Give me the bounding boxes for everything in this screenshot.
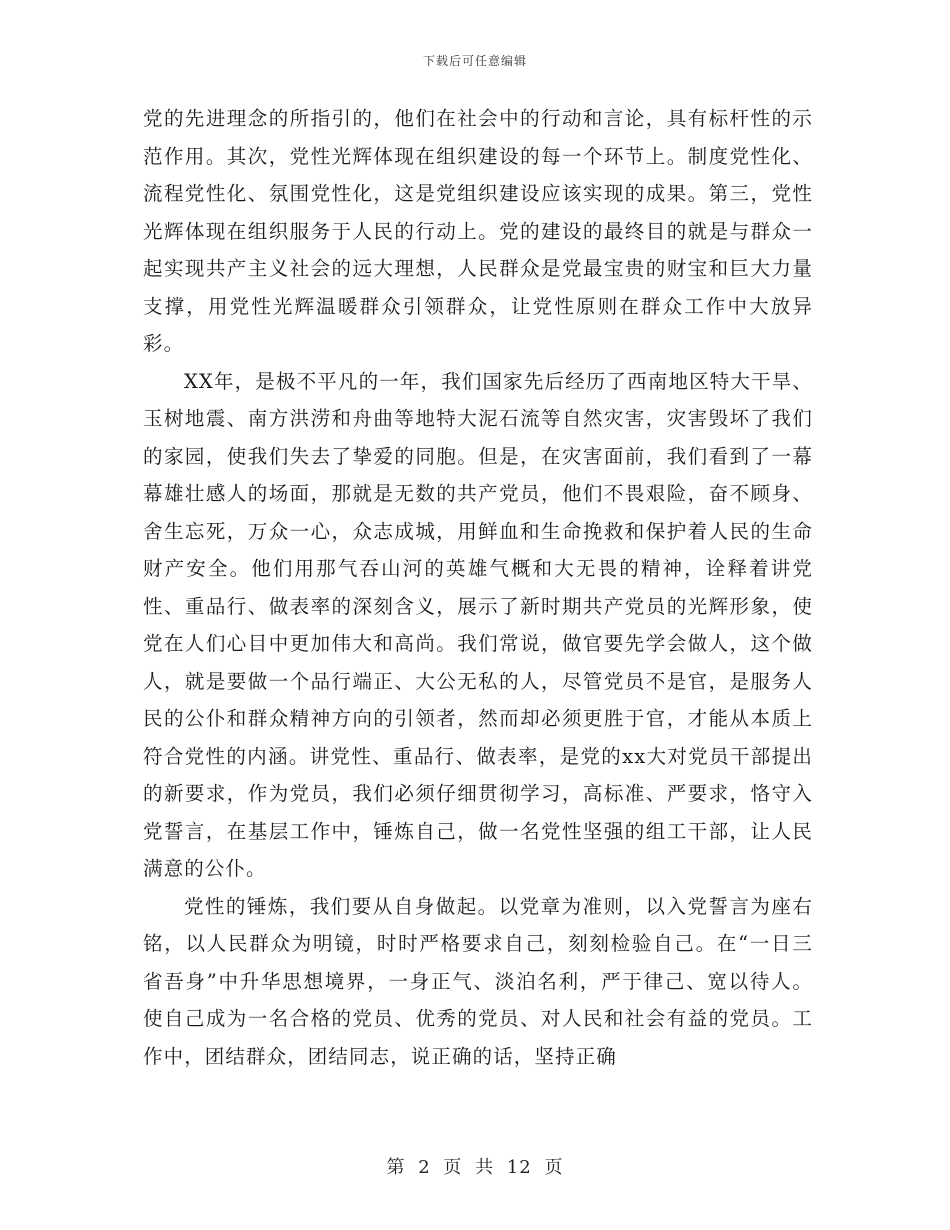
paragraph-2: XX年，是极不平凡的一年，我们国家先后经历了西南地区特大干旱、玉树地震、南方洪涝和舟曲等地特大泥石流等自然灾害，灾害毁坏了我们的家园，使我们失去了挚爱的同胞。但是，在灾害面前，我们看到了一幕幕雄壮感人的场面，那就是无数的共产党员，他们不畏艰险，奋不顾身、舍生忘死，万众一心，众志成城，用鲜血和生命挽救和保护着人民的生命财产安全。他们用那气吞山河的英雄气概和大无畏的精神，诠释着讲党性、重品行、做表率的深刻含义，展示了新时期共产党员的光辉形象，使党在人们心目中更加伟大和高尚。我们常说，做官要先学会做人，这个做人，就是要做一个品行端正、大公无私的人，尽管党员不是官，是服务人民的公仆和群众精神方向的引领者，然而却必须更胜于官，才能从本质上符合党性的内涵。讲党性、重品行、做表率，是党的xx大对党员干部提出的新要求，作为党员，我们必须仔细贯彻学习，高标准、严要求，恪守入党誓言，在基层工作中，锤炼自己，做一名党性坚强的组工干部，让人民满意的公仆。 [143,369,813,880]
document-body [143,100,813,1075]
page-number: 第 2 页 共 12 页 [386,1157,564,1178]
paragraph-1: 党的先进理念的所指引的，他们在社会中的行动和言论，具有标杆性的示范作用。其次，党性光辉体现在组织建设的每一个环节上。制度党性化、流程党性化、氛围党性化，这是党组织建设应该实现的成果。第三，党性光辉体现在组织服务于人民的行动上。党的建设的最终目的就是与群众一起实现共产主义社会的远大理想，人民群众是党最宝贵的财宝和巨大力量支撑，用党性光辉温暖群众引领群众，让党性原则在群众工作中大放异彩。 [143,107,813,355]
paragraph-3: 党性的锤炼，我们要从自身做起。以党章为准则，以入党誓言为座右铭，以人民群众为明镜，时时严格要求自己，刻刻检验自己。在“一日三省吾身”中升华思想境界，一身正气、淡泊名利，严于律己、宽以待人。使自己成为一名合格的党员、优秀的党员、对人民和社会有益的党员。工作中，团结群众，团结同志，说正确的话，坚持正确 [143,894,813,1068]
page-header-note: 下载后可任意编辑 [422,54,527,68]
